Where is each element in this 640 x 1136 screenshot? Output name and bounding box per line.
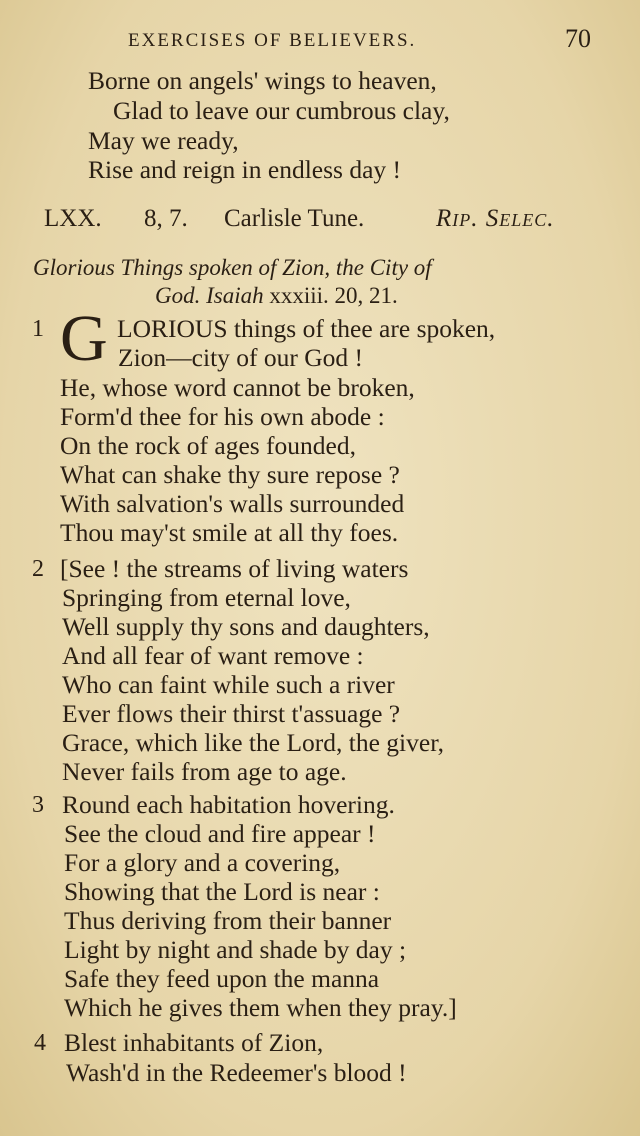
verse-line: Well supply thy sons and daughters,	[62, 612, 430, 641]
verse-line: Which he gives them when they pray.]	[64, 993, 457, 1022]
verse-line: Round each habitation hovering.	[62, 790, 395, 819]
verse-line: Rise and reign in endless day !	[88, 155, 402, 184]
verse-line: Grace, which like the Lord, the giver,	[62, 728, 445, 757]
scripture-reference: xxxiii. 20, 21.	[269, 283, 398, 308]
subtitle-italic-part: God. Isaiah	[155, 283, 264, 308]
hymn-meter: 8, 7.	[144, 205, 188, 232]
hymn-source: Rip. Selec.	[436, 205, 555, 232]
verse-line: LORIOUS things of thee are spoken,	[117, 314, 496, 343]
stanza-number: 1	[32, 316, 44, 342]
verse-line: He, whose word cannot be broken,	[60, 373, 415, 402]
hymn-number: LXX.	[44, 205, 102, 232]
hymn-subtitle-line1: Glorious Things spoken of Zion, the City of	[33, 255, 432, 280]
verse-line: Thus deriving from their banner	[64, 906, 392, 935]
verse-line: Safe they feed upon the manna	[64, 964, 380, 993]
verse-line: Showing that the Lord is near :	[64, 877, 380, 906]
verse-line: Blest inhabitants of Zion,	[64, 1028, 324, 1057]
verse-line: Thou may'st smile at all thy foes.	[60, 518, 399, 547]
stanza-number: 4	[34, 1030, 46, 1056]
verse-line: May we ready,	[88, 126, 239, 155]
verse-line: [See ! the streams of living waters	[60, 554, 409, 583]
verse-line: Wash'd in the Redeemer's blood !	[66, 1058, 407, 1087]
verse-line: Glad to leave our cumbrous clay,	[113, 96, 450, 125]
verse-line: Ever flows their thirst t'assuage ?	[62, 699, 401, 728]
verse-line: Never fails from age to age.	[62, 757, 347, 786]
verse-line: Form'd thee for his own abode :	[60, 402, 385, 431]
verse-line: Zion—city of our God !	[118, 343, 364, 372]
stanza-number: 3	[32, 792, 44, 818]
verse-line: Light by night and shade by day ;	[64, 935, 407, 964]
verse-line: With salvation's walls surrounded	[60, 489, 405, 518]
page-number: 70	[565, 24, 591, 53]
stanza-number: 2	[32, 556, 44, 582]
verse-line: On the rock of ages founded,	[60, 431, 356, 460]
hymn-heading	[44, 205, 604, 241]
verse-line: See the cloud and fire appear !	[64, 819, 376, 848]
drop-capital: G	[60, 302, 108, 375]
verse-line: Who can faint while such a river	[62, 670, 395, 699]
verse-line: What can shake thy sure repose ?	[60, 460, 400, 489]
running-title: EXERCISES OF BELIEVERS.	[128, 30, 417, 51]
verse-line: And all fear of want remove :	[62, 641, 364, 670]
verse-line: Borne on angels' wings to heaven,	[88, 66, 437, 95]
hymn-subtitle-line2	[155, 283, 398, 309]
verse-line: For a glory and a covering,	[64, 848, 341, 877]
running-head	[0, 24, 640, 54]
hymn-tune: Carlisle Tune.	[224, 205, 365, 232]
verse-line: Springing from eternal love,	[62, 583, 351, 612]
